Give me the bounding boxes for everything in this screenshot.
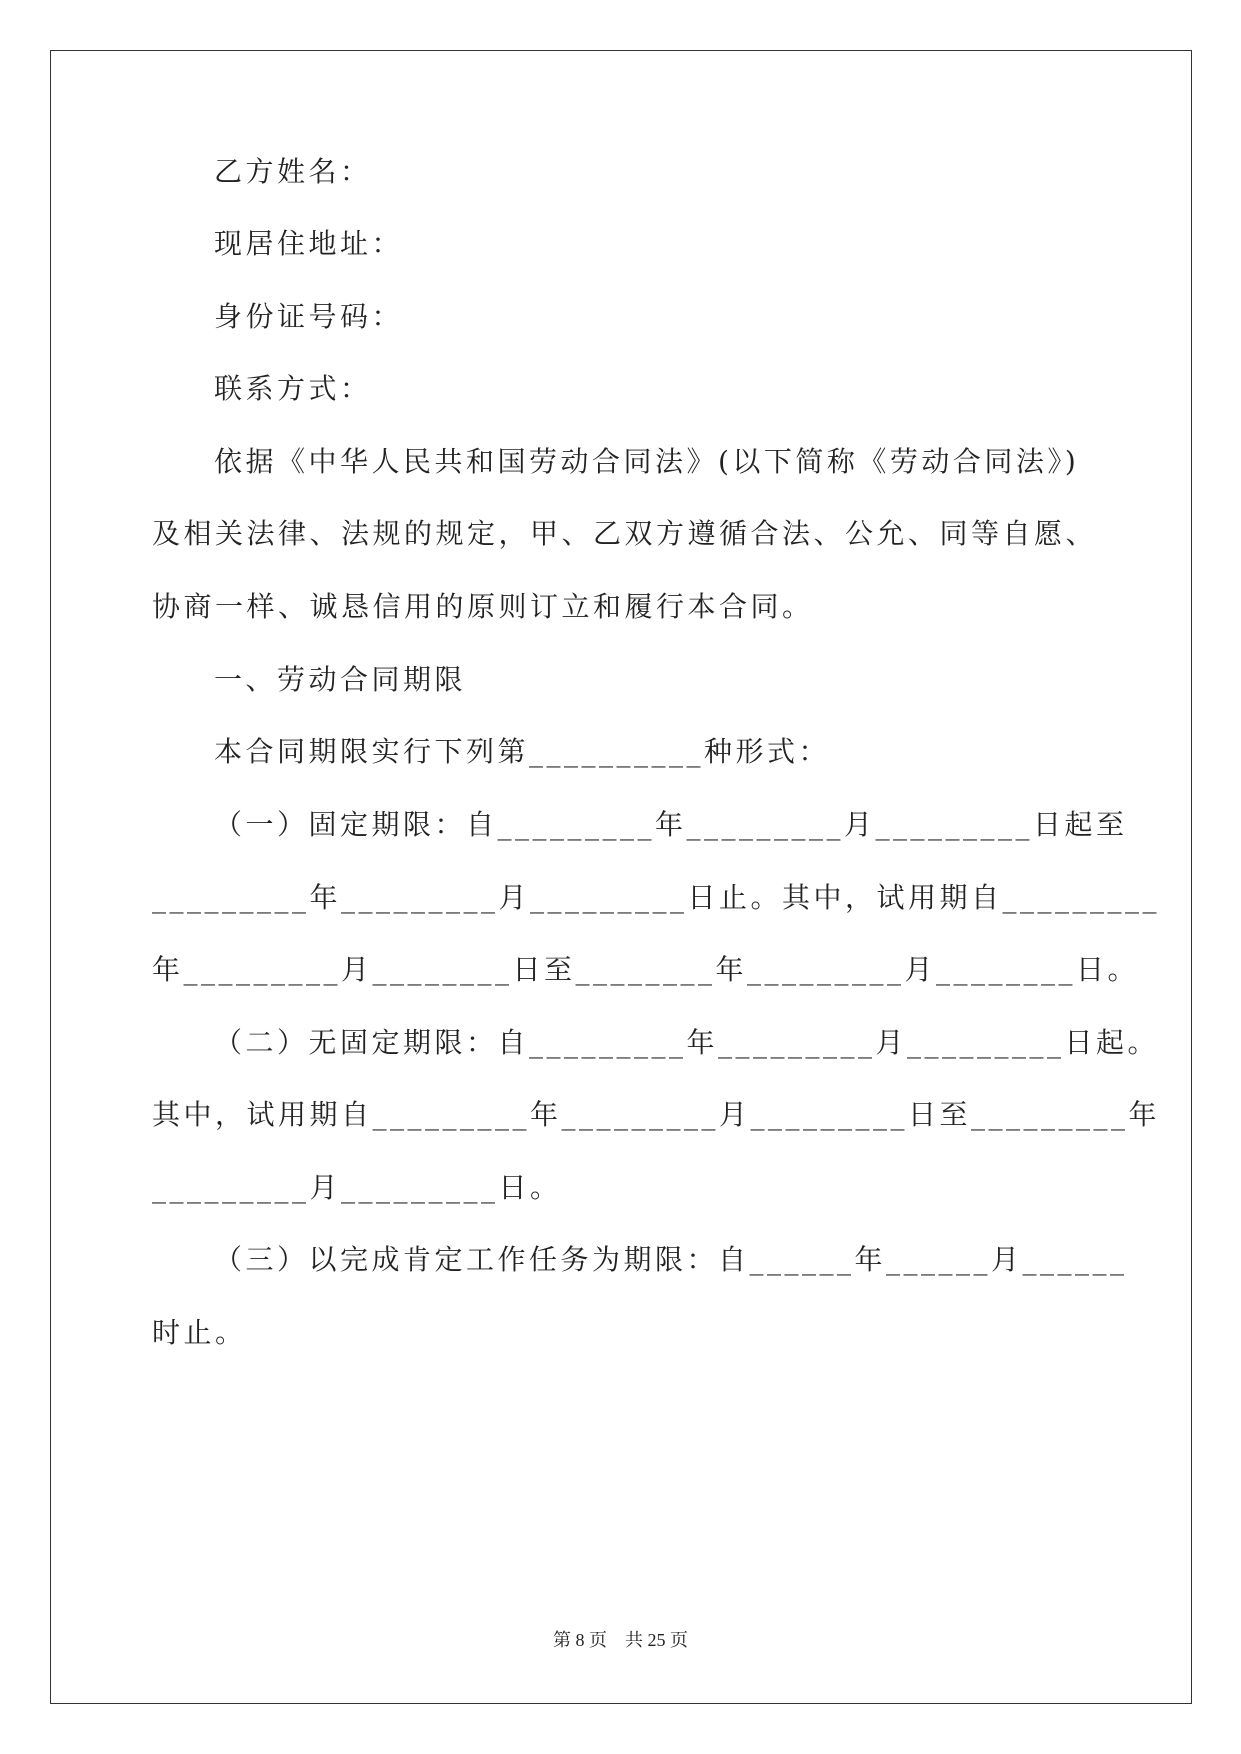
basis-paragraph-line-1: 依据《中华人民共和国劳动合同法》(以下简称《劳动合同法》) [214, 445, 1080, 478]
fixed-term-line-2: _________年_________月_________日止。其中，试用期自_________ [152, 881, 1161, 914]
party-b-name-line: 乙方姓名： [214, 155, 372, 188]
section-heading-contract-term: 一、劳动合同期限 [214, 663, 467, 696]
page-number-footer: 第 8 页 共 25 页 [553, 1630, 688, 1650]
fixed-term-line-1: （一）固定期限：自_________年_________月_________日起至 [214, 808, 1128, 841]
task-term-line-2: 时止。 [152, 1316, 247, 1349]
current-address-line: 现居住地址： [214, 227, 404, 260]
open-term-line-2: 其中，试用期自_________年_________月_________日至_________年 [152, 1098, 1161, 1131]
term-form-line: 本合同期限实行下列第__________种形式： [214, 735, 831, 768]
open-term-line-1: （二）无固定期限：自_________年_________月_________日起。 [214, 1026, 1160, 1059]
open-term-line-3: _________月_________日。 [152, 1171, 562, 1204]
contact-line: 联系方式： [214, 372, 372, 405]
id-number-line: 身份证号码： [214, 300, 404, 333]
task-term-line-1: （三）以完成肯定工作任务为期限：自______年______月______ [214, 1243, 1128, 1276]
basis-paragraph-line-2: 及相关法律、法规的规定，甲、乙双方遵循合法、公允、同等自愿、 [152, 517, 1098, 550]
fixed-term-line-3: 年_________月________日至________年_________月________日。 [152, 953, 1140, 986]
basis-paragraph-line-3: 协商一样、诚恳信用的原则订立和履行本合同。 [152, 590, 814, 623]
